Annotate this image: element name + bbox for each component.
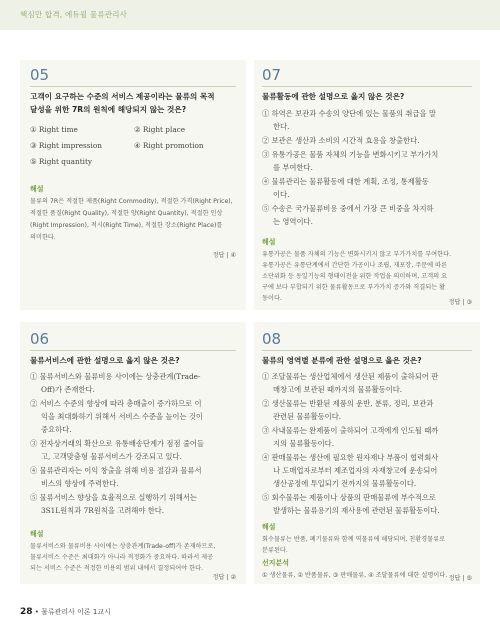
answer-label: 정답 | ② <box>212 574 236 581</box>
header-title: 핵심만 합격, 에듀윌 물류관리사 <box>20 10 128 19</box>
option-1-line-1[interactable]: ① 조달물류는 생산업체에서 생산된 제품이 출하되어 판 <box>262 372 439 381</box>
answer-label: 정답 | ④ <box>212 252 236 259</box>
option-4-line-1[interactable]: ④ 물류관리는 물류활동에 대한 계획, 조정, 통제활동 <box>262 177 429 186</box>
answer-label: 정답 | ③ <box>448 299 472 306</box>
option-3-line-2: 지의 물류활동이다. <box>273 439 335 448</box>
question-title: 물류서비스에 관한 설명으로 옳지 않은 것은? <box>30 356 180 365</box>
explanation-line-1: 물류의 7R은 적절한 제품(Right Commodity), 적절한 가격(Right Price), <box>30 198 233 205</box>
option-4-line-1[interactable]: ④ 판매물류는 생산에 필요한 원자재나 부품이 협력회사 <box>262 453 439 462</box>
explanation-label: 해설 <box>30 530 44 538</box>
option-4-line-3: 생산공정에 투입되기 전까지의 물류활동이다. <box>273 479 417 488</box>
option-2-line-2: 관련된 물류활동이다. <box>273 412 342 421</box>
option-2-line-1[interactable]: ② 서비스 수준의 향상에 따라 총매출이 증가하므로 이 <box>30 399 202 408</box>
explanation-line-4: 구에 보다 부합되기 위한 물류활동으로 부가가치 증가와 직결되는 활 <box>262 284 446 291</box>
divider <box>30 86 236 87</box>
divider <box>262 86 472 87</box>
option-3-line-1[interactable]: ③ 전자상거래의 확산으로 유통배송단계가 점점 줄어들 <box>30 439 204 448</box>
option-analysis-line-1: ① 생산물류, ② 반품물류, ③ 판매물류, ④ 조달물류에 대한 설명이다. <box>262 572 448 579</box>
option-5-line-2: 발생하는 물류용기의 재사용에 관련된 물류활동이다. <box>273 506 440 515</box>
explanation-label: 해설 <box>262 523 276 531</box>
explanation-label: 해설 <box>262 238 276 246</box>
option-5-line-2: 3S1L원칙과 7R원칙을 고려해야 한다. <box>41 506 165 515</box>
explanation-line-4: 의미한다. <box>30 234 56 241</box>
explanation-line-3: 되는 서비스 수준은 적정한 비용의 범위 내에서 결정되어야 한다. <box>30 565 204 572</box>
question-number: 06 <box>30 330 50 348</box>
question-number: 07 <box>262 66 282 84</box>
option-3-line-2: 고, 고객맞춤형 물류서비스가 강조되고 있다. <box>41 452 182 461</box>
divider <box>30 350 236 351</box>
option-3-line-1[interactable]: ③ 사내물류는 완제품이 출하되어 고객에게 인도될 때까 <box>262 426 439 435</box>
option-1-line-1[interactable]: ① 하역은 보관과 수송의 양단에 있는 물품의 취급을 말 <box>262 109 436 118</box>
explanation-line-2: 유통가공은 유통단계에서 간단한 가공이나 조립, 재포장, 주문에 따른 <box>262 262 448 269</box>
answer-label: 정답 | ⑤ <box>448 575 472 582</box>
explanation-line-3: 소단위화 등 동일기능의 형태이전을 위한 작업을 의미하며, 고객의 요 <box>262 273 448 280</box>
explanation-line-2: 분류된다. <box>262 547 288 554</box>
question-title: 물류의 영역별 분류에 관한 설명으로 옳은 것은? <box>262 356 422 365</box>
explanation-line-5: 동이다. <box>262 295 282 302</box>
option-4-line-1[interactable]: ④ 물류관리자는 이익 창출을 위해 비용 절감과 물류서 <box>30 466 202 475</box>
option-1-line-2: Off)가 존재한다. <box>41 385 95 394</box>
explanation-line-1: 회수물류는 반품, 폐기물류와 함께 역물류에 해당되며, 친환경물류로 <box>262 536 446 543</box>
footer-text: • 물류관리사 이론 1교시 <box>34 608 111 616</box>
option-3-line-2: 를 부여한다. <box>273 163 313 172</box>
option-2[interactable]: ② Right place <box>134 125 186 134</box>
question-number: 05 <box>30 66 50 84</box>
question-title-line-1: 고객이 요구하는 수준의 서비스 제공이라는 물류의 목적 <box>30 92 215 101</box>
explanation-line-2: 물류서비스 수준은 최대화가 아니라 적정화가 중요하다. 따라서 제공 <box>30 554 214 561</box>
option-4[interactable]: ④ Right promotion <box>134 141 204 150</box>
question-card-07 <box>254 60 480 310</box>
option-1-line-2: 매창고에 보관된 때까지의 물류활동이다. <box>273 385 403 394</box>
question-title-line-2: 달성을 위한 7R의 원칙에 해당되지 않는 것은? <box>30 105 187 114</box>
option-4-line-2: 나 도매업자로부터 제조업자의 자재창고에 운송되어 <box>273 466 438 475</box>
divider <box>262 350 472 351</box>
option-5-line-2: 는 영역이다. <box>273 217 313 226</box>
page-number: 28 <box>20 607 33 617</box>
option-1-line-2: 한다. <box>273 122 290 131</box>
question-card-08 <box>254 322 480 584</box>
option-5[interactable]: ⑤ Right quantity <box>30 157 93 166</box>
option-4-line-2: 이다. <box>273 190 290 199</box>
question-card-06 <box>20 322 246 584</box>
explanation-label: 해설 <box>30 185 44 193</box>
option-2-line-3: 중요하다. <box>41 425 72 434</box>
option-5-line-1[interactable]: ⑤ 수송은 국가물류비용 중에서 가장 큰 비중을 차지하 <box>262 204 434 213</box>
explanation-line-1: 유통가공은 물품 자체의 기능은 변화시키지 않고 부가가치를 부여한다. <box>262 251 452 258</box>
option-1-line-1[interactable]: ① 물류서비스와 물류비용 사이에는 상충관계(Trade- <box>30 372 201 381</box>
explanation-line-2: 적절한 품질(Right Quality), 적절한 양(Right Quantity), 적절한 인상 <box>30 210 223 217</box>
question-card-05 <box>20 60 246 310</box>
option-4-line-2: 비스의 향상에 주력한다. <box>41 479 119 488</box>
explanation-line-1: 물류서비스와 물류비용 사이에는 상충관계(Trade-off)가 존재하므로, <box>30 543 216 550</box>
explanation-line-3: (Right Impression), 적시(Right Time), 적절한 장소(Right Place)를 <box>30 222 223 229</box>
option-analysis-label: 선지분석 <box>262 559 290 567</box>
option-2[interactable]: ② 보관은 생산과 소비의 시간적 효용을 창출한다. <box>262 136 420 145</box>
option-5-line-1[interactable]: ⑤ 회수물류는 제품이나 상품의 판매물류에 부수적으로 <box>262 493 436 502</box>
option-3-line-1[interactable]: ③ 유통가공은 물품 자체의 기능을 변화시키고 부가가치 <box>262 150 439 159</box>
option-1[interactable]: ① Right time <box>30 125 78 134</box>
option-3[interactable]: ③ Right impression <box>30 141 102 150</box>
option-2-line-2: 익을 최대화하기 위해서 서비스 수준을 높이는 것이 <box>41 412 203 421</box>
page-footer <box>20 607 111 617</box>
option-5-line-1[interactable]: ⑤ 물류서비스 향상을 효율적으로 실행하기 위해서는 <box>30 493 197 502</box>
question-title: 물류활동에 관한 설명으로 옳지 않은 것은? <box>262 92 405 101</box>
option-2-line-1[interactable]: ② 생산물류는 반환된 제품의 운반, 분류, 정리, 보관과 <box>262 399 434 408</box>
question-number: 08 <box>262 330 282 348</box>
